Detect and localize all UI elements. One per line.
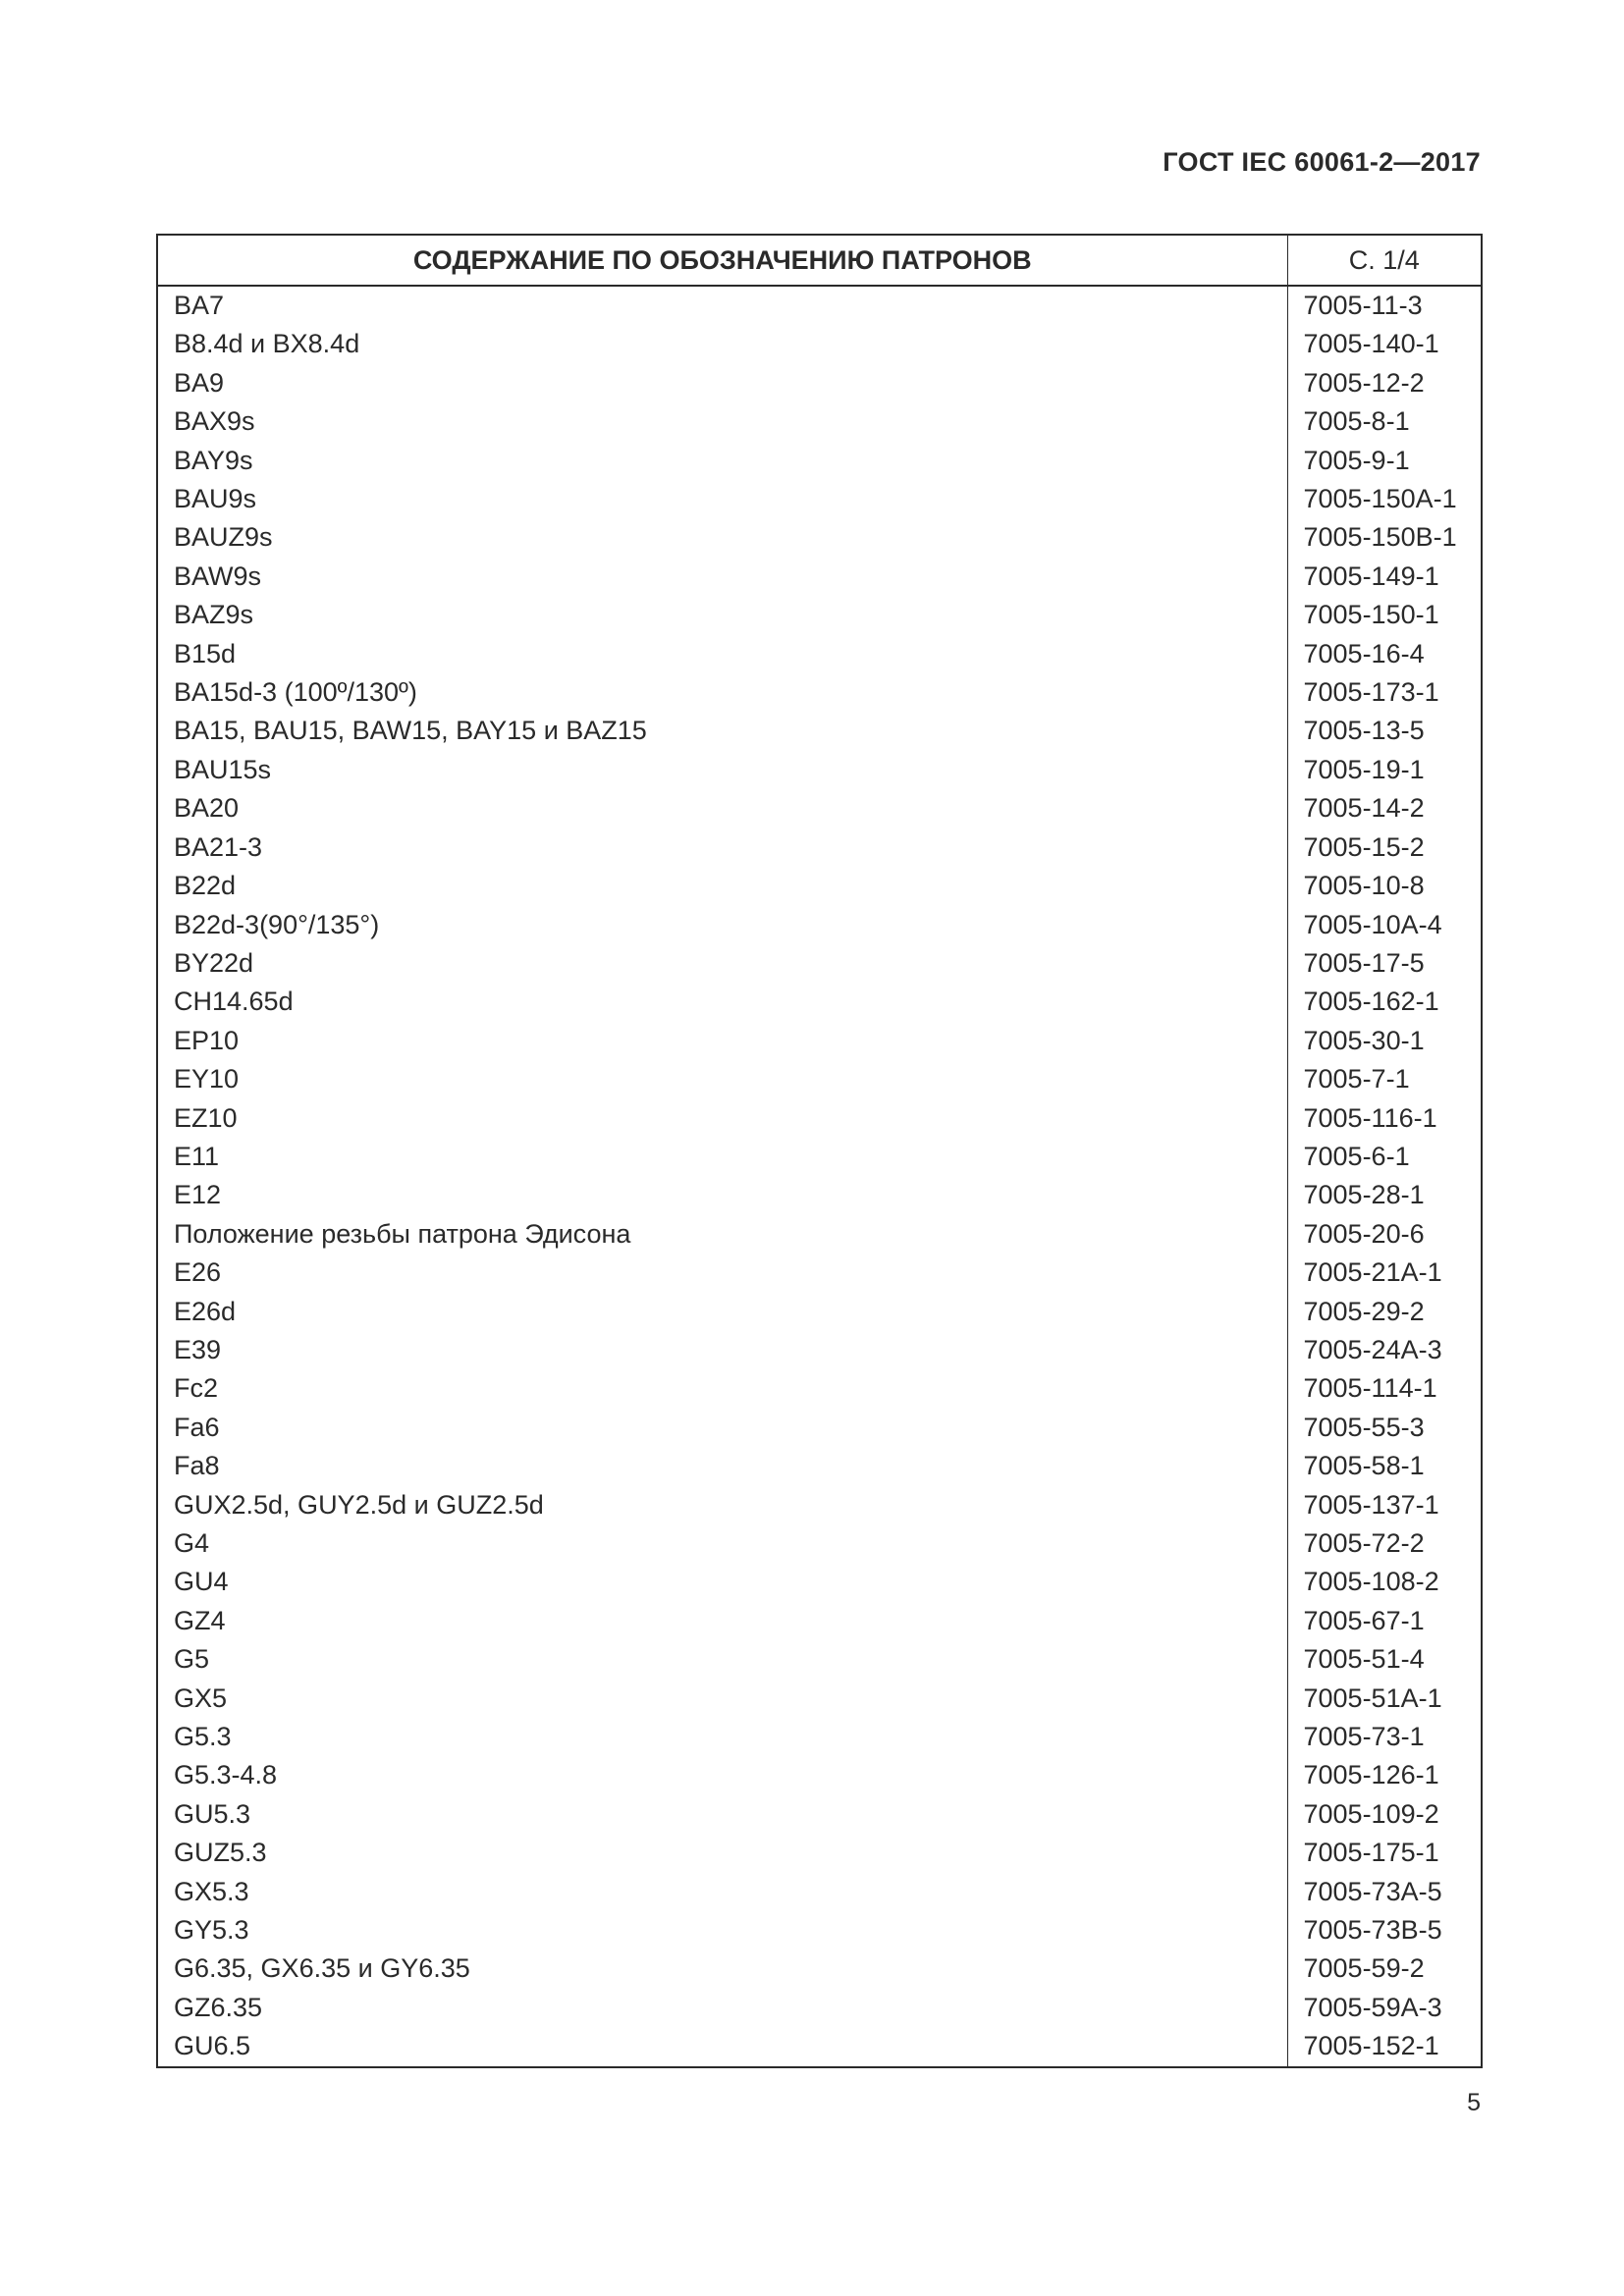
lampholder-designation: GZ4 [174,1605,226,1635]
table-row [157,1563,1482,1601]
sheet-number: 7005-10-8 [1287,867,1482,905]
lampholder-designation: E39 [174,1334,222,1364]
page-number: 5 [1467,2089,1481,2116]
lampholder-designation: GUX2.5d, GUY2.5d и GUZ2.5d [174,1489,544,1520]
lampholder-designation: BAW9s [174,561,262,591]
lampholder-designation: E26 [174,1257,222,1288]
table-row [157,1756,1482,1794]
lampholder-designation: BAZ9s [174,600,254,630]
sheet-number: 7005-152-1 [1287,2027,1482,2066]
lampholder-designation: GU6.5 [174,2031,251,2061]
sheet-number: 7005-150A-1 [1287,480,1482,518]
sheet-number: 7005-72-2 [1287,1524,1482,1563]
lampholder-designation: BA20 [174,793,240,824]
table-row [157,364,1482,402]
table-row [157,1447,1482,1485]
table-row [157,712,1482,750]
lampholder-designation: G6.35, GX6.35 и GY6.35 [174,1953,470,1984]
sheet-number: 7005-20-6 [1287,1215,1482,1254]
lampholder-designation: BAX9s [174,406,255,437]
sheet-number: 7005-73-1 [1287,1718,1482,1756]
sheet-number: 7005-108-2 [1287,1563,1482,1601]
lampholder-designation: BA9 [174,367,225,398]
table-row [157,1834,1482,1872]
lampholder-designation: Fa8 [174,1451,220,1481]
sheet-number: 7005-8-1 [1287,402,1482,441]
sheet-number: 7005-12-2 [1287,364,1482,402]
table-row [157,1524,1482,1563]
sheet-number: 7005-73A-5 [1287,1873,1482,1911]
table-row [157,1022,1482,1060]
lampholder-designation: CH14.65d [174,987,294,1017]
table-row [157,867,1482,905]
sheet-number: 7005-150B-1 [1287,518,1482,557]
sheet-number: 7005-6-1 [1287,1138,1482,1176]
sheet-number: 7005-9-1 [1287,442,1482,480]
sheet-number: 7005-51-4 [1287,1640,1482,1679]
sheet-number: 7005-30-1 [1287,1022,1482,1060]
sheet-number: 7005-51A-1 [1287,1680,1482,1718]
sheet-number: 7005-67-1 [1287,1602,1482,1640]
sheet-number: 7005-173-1 [1287,673,1482,712]
lampholder-designation: G4 [174,1528,210,1558]
table-row [157,1176,1482,1214]
table-row [157,1254,1482,1292]
table-row [157,286,1482,325]
sheet-number: 7005-109-2 [1287,1795,1482,1834]
lampholder-designation: BAY9s [174,445,253,475]
table-row [157,789,1482,828]
lampholder-designation: BY22d [174,947,254,978]
table-row [157,1795,1482,1834]
table-row [157,1718,1482,1756]
lampholder-designation: EY10 [174,1064,240,1095]
lampholder-designation: BA7 [174,291,225,320]
table-row [157,1293,1482,1331]
table-row [157,1486,1482,1524]
table-row [157,1060,1482,1098]
sheet-number: 7005-126-1 [1287,1756,1482,1794]
table-row [157,1640,1482,1679]
sheet-number: 7005-175-1 [1287,1834,1482,1872]
sheet-number: 7005-7-1 [1287,1060,1482,1098]
sheet-number: 7005-59-2 [1287,1949,1482,1988]
lampholder-designation: B15d [174,638,237,668]
lampholder-designation: Положение резьбы патрона Эдисона [174,1218,631,1249]
table-row [157,1331,1482,1369]
sheet-number: 7005-10A-4 [1287,906,1482,944]
lampholder-designation: BA15, BAU15, BAW15, BAY15 и BAZ15 [174,716,647,746]
lampholder-designation: BAUZ9s [174,522,273,553]
sheet-number: 7005-137-1 [1287,1486,1482,1524]
sheet-number: 7005-116-1 [1287,1099,1482,1138]
sheet-number: 7005-17-5 [1287,944,1482,983]
lampholder-designation: GUZ5.3 [174,1838,267,1868]
table-row [157,1873,1482,1911]
lampholder-designation: BA21-3 [174,831,263,862]
sheet-number: 7005-11-3 [1287,286,1482,325]
table-row [157,983,1482,1021]
table-row [157,828,1482,867]
sheet-number: 7005-28-1 [1287,1176,1482,1214]
lampholder-designation: GZ6.35 [174,1992,263,2022]
sheet-number: 7005-14-2 [1287,789,1482,828]
table-row [157,1369,1482,1408]
table-row [157,518,1482,557]
table-row [157,558,1482,596]
table-row [157,442,1482,480]
sheet-number: 7005-59A-3 [1287,1989,1482,2027]
lampholder-designation: Fa6 [174,1412,220,1442]
lampholder-designation: EZ10 [174,1102,238,1133]
lampholder-designation: BA15d-3 (100º/130º) [174,677,417,708]
table-row [157,1911,1482,1949]
table-row [157,1215,1482,1254]
lampholder-designation: BAU15s [174,754,272,784]
sheet-number: 7005-162-1 [1287,983,1482,1021]
table-row [157,1602,1482,1640]
sheet-number: 7005-29-2 [1287,1293,1482,1331]
sheet-number: 7005-73B-5 [1287,1911,1482,1949]
lampholder-designation: GX5.3 [174,1876,249,1906]
table-row [157,1138,1482,1176]
table-row [157,480,1482,518]
document-code: ГОСТ IEC 60061-2—2017 [1163,147,1481,177]
table-row [157,1099,1482,1138]
table-row [157,906,1482,944]
lampholder-designation: GX5 [174,1682,228,1713]
sheet-number: 7005-15-2 [1287,828,1482,867]
contents-table [156,234,1483,2068]
table-row [157,1949,1482,1988]
table-row [157,944,1482,983]
table-row [157,596,1482,634]
sheet-number: 7005-13-5 [1287,712,1482,750]
table-row [157,2027,1482,2066]
lampholder-designation: GU4 [174,1567,229,1597]
sheet-number: 7005-150-1 [1287,596,1482,634]
table-row [157,325,1482,363]
table-header-row [157,235,1482,286]
lampholder-designation: B8.4d и BX8.4d [174,329,360,359]
table-row [157,402,1482,441]
sheet-number: 7005-24A-3 [1287,1331,1482,1369]
table-row [157,635,1482,673]
lampholder-designation: Fc2 [174,1373,219,1404]
table-row [157,1989,1482,2027]
sheet-number: 7005-140-1 [1287,325,1482,363]
sheet-number: 7005-114-1 [1287,1369,1482,1408]
lampholder-designation: E12 [174,1180,222,1210]
lampholder-designation: EP10 [174,1025,240,1055]
lampholder-designation: G5.3-4.8 [174,1760,278,1790]
lampholder-designation: GY5.3 [174,1915,249,1946]
lampholder-designation: GU5.3 [174,1798,251,1829]
lampholder-designation: G5 [174,1644,210,1675]
table-row [157,673,1482,712]
table-row [157,751,1482,789]
table-page-label: С. 1/4 [1287,235,1482,286]
table-title: СОДЕРЖАНИЕ ПО ОБОЗНАЧЕНИЮ ПАТРОНОВ [157,235,1287,286]
lampholder-designation: B22d-3(90°/135°) [174,909,380,939]
sheet-number: 7005-19-1 [1287,751,1482,789]
table-header [157,235,1482,286]
lampholder-designation: BAU9s [174,484,257,514]
lampholder-designation: G5.3 [174,1722,232,1752]
sheet-number: 7005-58-1 [1287,1447,1482,1485]
table-body [157,286,1482,2067]
lampholder-designation: E11 [174,1141,220,1171]
sheet-number: 7005-16-4 [1287,635,1482,673]
lampholder-designation: B22d [174,871,237,901]
sheet-number: 7005-149-1 [1287,558,1482,596]
table-row [157,1680,1482,1718]
lampholder-designation: E26d [174,1296,237,1326]
table-row [157,1409,1482,1447]
sheet-number: 7005-21A-1 [1287,1254,1482,1292]
sheet-number: 7005-55-3 [1287,1409,1482,1447]
